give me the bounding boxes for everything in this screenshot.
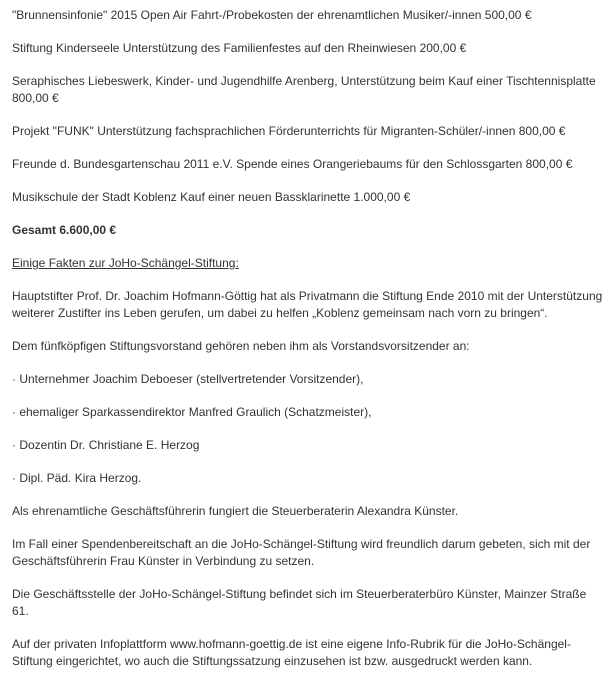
donation-item-musikschule: Musikschule der Stadt Koblenz Kauf einer neuen Bassklarinette 1.000,00 €	[12, 190, 411, 204]
donation-item-arenberg: Seraphisches Liebeswerk, Kinder- und Jugendhilfe Arenberg, Unterstützung beim Kauf einer Tischtennisplatte 800,00 €	[12, 74, 596, 105]
board-member-christiane-herzog: · Dozentin Dr. Christiane E. Herzog	[12, 438, 200, 452]
donation-contact-paragraph: Im Fall einer Spendenbereitschaft an die JoHo-Schängel-Stiftung wird freundlich darum gebeten, sich mit der Geschäftsführerin Frau Künster in Verbindung zu setzen.	[12, 537, 591, 568]
board-intro-paragraph: Dem fünfköpfigen Stiftungsvorstand gehören neben ihm als Vorstandsvorsitzender an:	[12, 339, 470, 353]
donation-item-funk: Projekt "FUNK" Unterstützung fachsprachlichen Förderunterrichts für Migranten-Schüler/-innen 800,00 €	[12, 124, 566, 138]
board-member-kira-herzog: · Dipl. Päd. Kira Herzog.	[12, 471, 142, 485]
info-platform-paragraph: Auf der privaten Infoplattform www.hofmann-goettig.de ist eine eigene Info-Rubrik für die JoHo-Schängel-Stiftung eingerichtet, wo auch die Stiftungssatzung einzusehen ist bzw. ausgedruckt werden kann.	[12, 637, 571, 668]
donation-item-bundesgartenschau: Freunde d. Bundesgartenschau 2011 e.V. Spende eines Orangeriebaums für den Schlossgarten 800,00 €	[12, 157, 573, 171]
facts-heading: Einige Fakten zur JoHo-Schängel-Stiftung:	[12, 256, 239, 270]
donation-item-kinderseele: Stiftung Kinderseele Unterstützung des Familienfestes auf den Rheinwiesen 200,00 €	[12, 41, 467, 55]
board-member-graulich: · ehemaliger Sparkassendirektor Manfred Graulich (Schatzmeister),	[12, 405, 372, 419]
donation-total: Gesamt 6.600,00 €	[12, 223, 117, 237]
donation-item-brunnensinfonie: "Brunnensinfonie" 2015 Open Air Fahrt-/Probekosten der ehrenamtlichen Musiker/-innen 500,00 €	[12, 8, 532, 22]
article-body	[12, 7, 604, 686]
board-member-deboeser: · Unternehmer Joachim Deboeser (stellvertretender Vorsitzender),	[12, 372, 364, 386]
founder-paragraph: Hauptstifter Prof. Dr. Joachim Hofmann-Göttig hat als Privatmann die Stiftung Ende 2010 mit der Unterstützung weiterer Zustifter ins Leben gerufen, um dabei zu helfen „Koblenz gemeinsam nach vorn zu bringen“.	[12, 289, 603, 320]
office-paragraph: Die Geschäftsstelle der JoHo-Schängel-Stiftung befindet sich im Steuerberaterbüro Künster, Mainzer Straße 61.	[12, 587, 587, 618]
manager-paragraph: Als ehrenamtliche Geschäftsführerin fungiert die Steuerberaterin Alexandra Künster.	[12, 504, 459, 518]
